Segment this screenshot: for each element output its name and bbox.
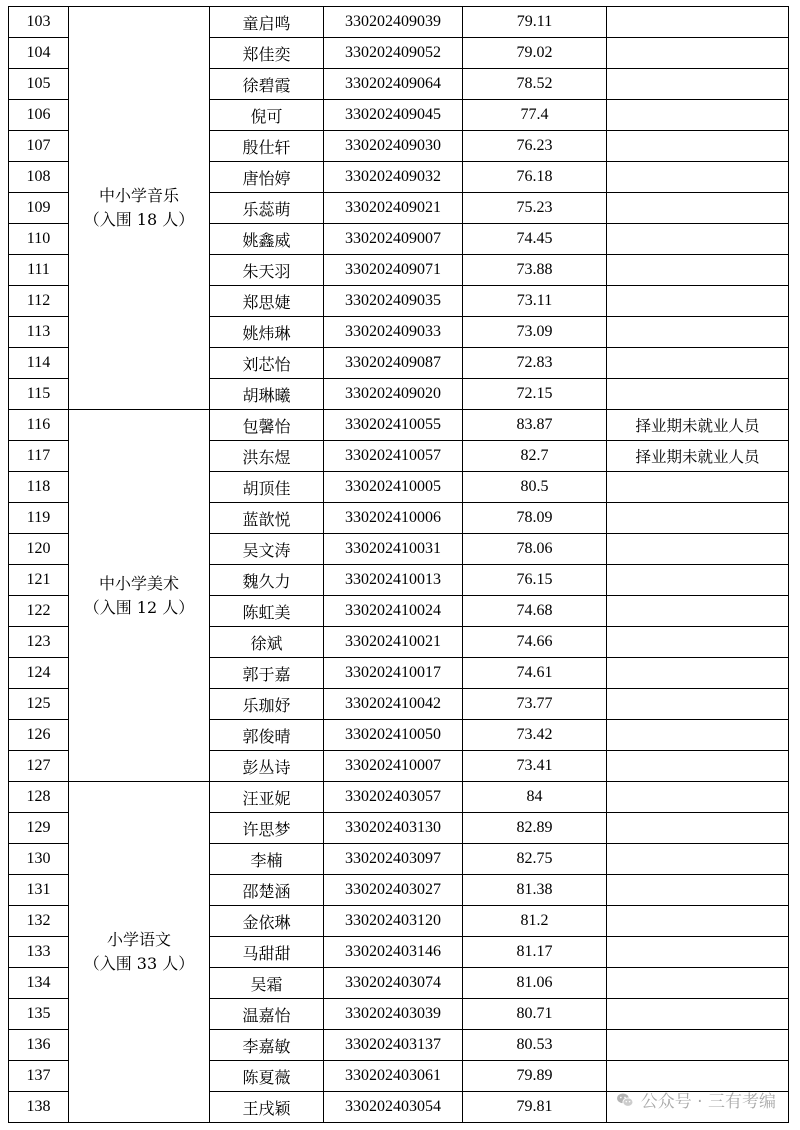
candidate-name-cell: 马甜甜 [210,937,324,968]
remark-cell [607,7,789,38]
candidate-name-cell: 彭丛诗 [210,751,324,782]
row-number-cell: 129 [9,813,69,844]
row-number-cell: 128 [9,782,69,813]
row-number-cell: 122 [9,596,69,627]
exam-id-cell: 330202403137 [324,1030,463,1061]
exam-id-cell: 330202409045 [324,100,463,131]
row-number-cell: 136 [9,1030,69,1061]
position-name: 中小学美术 [98,573,179,593]
exam-id-cell: 330202403054 [324,1092,463,1123]
exam-id-cell: 330202409071 [324,255,463,286]
score-cell: 79.02 [463,38,607,69]
position-quota: （入围 33 人） [83,954,195,973]
row-number-cell: 104 [9,38,69,69]
remark-cell [607,348,789,379]
score-cell: 84 [463,782,607,813]
remark-cell [607,937,789,968]
remark-cell [607,255,789,286]
exam-id-cell: 330202409032 [324,162,463,193]
score-cell: 72.15 [463,379,607,410]
score-cell: 79.89 [463,1061,607,1092]
candidate-name-cell: 魏久力 [210,565,324,596]
remark-cell [607,782,789,813]
position-name: 小学语文 [106,930,171,949]
candidate-name-cell: 陈夏薇 [210,1061,324,1092]
position-group-cell [69,782,210,1123]
row-number-cell: 135 [9,999,69,1030]
remark-cell [607,193,789,224]
remark-cell [607,813,789,844]
position-group-cell [69,7,210,410]
remark-cell [607,596,789,627]
remark-cell [607,1030,789,1061]
remark-cell [607,162,789,193]
exam-id-cell: 330202410005 [324,472,463,503]
score-cell: 74.45 [463,224,607,255]
candidate-name-cell: 王戌颖 [210,1092,324,1123]
row-number-cell: 138 [9,1092,69,1123]
score-cell: 72.83 [463,348,607,379]
remark-cell [607,317,789,348]
exam-id-cell: 330202410055 [324,410,463,441]
score-cell: 79.11 [463,7,607,38]
remark-cell [607,689,789,720]
remark-cell [607,69,789,100]
score-cell: 81.06 [463,968,607,999]
exam-id-cell: 330202410013 [324,565,463,596]
candidate-name-cell: 郭俊晴 [210,720,324,751]
row-number-cell: 103 [9,7,69,38]
row-number-cell: 133 [9,937,69,968]
candidate-name-cell: 温嘉怡 [210,999,324,1030]
remark-cell [607,720,789,751]
score-cell: 73.88 [463,255,607,286]
candidate-name-cell: 胡顶佳 [210,472,324,503]
exam-id-cell: 330202403120 [324,906,463,937]
row-number-cell: 126 [9,720,69,751]
exam-id-cell: 330202410050 [324,720,463,751]
remark-cell [607,472,789,503]
row-number-cell: 108 [9,162,69,193]
remark-cell [607,627,789,658]
remark-cell [607,131,789,162]
exam-id-cell: 330202409021 [324,193,463,224]
remark-cell [607,534,789,565]
exam-id-cell: 330202403097 [324,844,463,875]
row-number-cell: 124 [9,658,69,689]
candidate-name-cell: 殷仕轩 [210,131,324,162]
candidate-name-cell: 邵楚涵 [210,875,324,906]
exam-id-cell: 330202409087 [324,348,463,379]
position-quota: （入围 18 人） [83,210,195,229]
score-cell: 82.89 [463,813,607,844]
score-cell: 81.2 [463,906,607,937]
row-number-cell: 119 [9,503,69,534]
exam-id-cell: 330202409035 [324,286,463,317]
score-cell: 74.68 [463,596,607,627]
table-row [9,410,789,441]
row-number-cell: 105 [9,69,69,100]
results-table [8,6,789,1123]
candidate-name-cell: 李楠 [210,844,324,875]
row-number-cell: 117 [9,441,69,472]
exam-id-cell: 330202403027 [324,875,463,906]
position-name: 中小学音乐 [98,186,179,205]
score-cell: 81.38 [463,875,607,906]
exam-id-cell: 330202409007 [324,224,463,255]
remark-cell [607,286,789,317]
remark-cell [607,751,789,782]
row-number-cell: 121 [9,565,69,596]
row-number-cell: 120 [9,534,69,565]
candidate-name-cell: 陈虹美 [210,596,324,627]
remark-cell [607,38,789,69]
candidate-name-cell: 李嘉敏 [210,1030,324,1061]
exam-id-cell: 330202410007 [324,751,463,782]
exam-id-cell: 330202410057 [324,441,463,472]
score-cell: 81.17 [463,937,607,968]
row-number-cell: 110 [9,224,69,255]
exam-id-cell: 330202410017 [324,658,463,689]
exam-id-cell: 330202403039 [324,999,463,1030]
candidate-name-cell: 吴霜 [210,968,324,999]
score-cell: 74.61 [463,658,607,689]
exam-id-cell: 330202403061 [324,1061,463,1092]
exam-id-cell: 330202409052 [324,38,463,69]
row-number-cell: 134 [9,968,69,999]
candidate-name-cell: 洪东煜 [210,441,324,472]
score-cell: 73.77 [463,689,607,720]
row-number-cell: 113 [9,317,69,348]
remark-cell [607,658,789,689]
score-cell: 78.06 [463,534,607,565]
row-number-cell: 125 [9,689,69,720]
exam-id-cell: 330202409033 [324,317,463,348]
exam-id-cell: 330202410021 [324,627,463,658]
exam-id-cell: 330202403130 [324,813,463,844]
candidate-name-cell: 姚炜琳 [210,317,324,348]
candidate-name-cell: 郑思婕 [210,286,324,317]
row-number-cell: 131 [9,875,69,906]
exam-id-cell: 330202409039 [324,7,463,38]
candidate-name-cell: 乐珈妤 [210,689,324,720]
score-cell: 82.7 [463,441,607,472]
exam-id-cell: 330202403074 [324,968,463,999]
score-cell: 78.52 [463,69,607,100]
exam-id-cell: 330202410031 [324,534,463,565]
score-cell: 73.42 [463,720,607,751]
score-cell: 83.87 [463,410,607,441]
exam-id-cell: 330202403057 [324,782,463,813]
candidate-name-cell: 倪可 [210,100,324,131]
candidate-name-cell: 汪亚妮 [210,782,324,813]
watermark-text: 公众号 · 三有考编 [640,1092,776,1112]
remark-cell [607,968,789,999]
row-number-cell: 123 [9,627,69,658]
exam-id-cell: 330202403146 [324,937,463,968]
candidate-name-cell: 徐斌 [210,627,324,658]
score-cell: 74.66 [463,627,607,658]
row-number-cell: 106 [9,100,69,131]
score-cell: 79.81 [463,1092,607,1123]
row-number-cell: 114 [9,348,69,379]
score-cell: 76.23 [463,131,607,162]
row-number-cell: 112 [9,286,69,317]
score-cell: 73.41 [463,751,607,782]
score-cell: 80.71 [463,999,607,1030]
score-cell: 73.11 [463,286,607,317]
candidate-name-cell: 乐蕊萌 [210,193,324,224]
remark-cell [607,565,789,596]
candidate-name-cell: 刘芯怡 [210,348,324,379]
exam-id-cell: 330202409020 [324,379,463,410]
score-cell: 80.5 [463,472,607,503]
row-number-cell: 107 [9,131,69,162]
results-table-container [8,6,789,1123]
row-number-cell: 132 [9,906,69,937]
remark-cell [607,503,789,534]
row-number-cell: 109 [9,193,69,224]
table-row [9,7,789,38]
remark-cell [607,875,789,906]
candidate-name-cell: 郭于嘉 [210,658,324,689]
exam-id-cell: 330202410042 [324,689,463,720]
candidate-name-cell: 胡琳曦 [210,379,324,410]
score-cell: 76.18 [463,162,607,193]
row-number-cell: 115 [9,379,69,410]
score-cell: 75.23 [463,193,607,224]
row-number-cell: 116 [9,410,69,441]
candidate-name-cell: 唐怡婷 [210,162,324,193]
candidate-name-cell: 郑佳奕 [210,38,324,69]
candidate-name-cell: 蓝歆悦 [210,503,324,534]
remark-cell: 择业期未就业人员 [607,410,789,441]
exam-id-cell: 330202409030 [324,131,463,162]
score-cell: 73.09 [463,317,607,348]
remark-cell [607,1092,789,1123]
exam-id-cell: 330202410024 [324,596,463,627]
candidate-name-cell: 金依琳 [210,906,324,937]
position-quota: （入围 12 人） [83,597,195,617]
remark-cell: 择业期未就业人员 [607,441,789,472]
remark-cell [607,224,789,255]
remark-cell [607,999,789,1030]
remark-cell [607,906,789,937]
row-number-cell: 127 [9,751,69,782]
score-cell: 76.15 [463,565,607,596]
candidate-name-cell: 童启鸣 [210,7,324,38]
row-number-cell: 137 [9,1061,69,1092]
candidate-name-cell: 许思梦 [210,813,324,844]
remark-cell [607,1061,789,1092]
row-number-cell: 118 [9,472,69,503]
table-row [9,782,789,813]
remark-cell [607,379,789,410]
exam-id-cell: 330202409064 [324,69,463,100]
score-cell: 82.75 [463,844,607,875]
position-group-cell [69,410,210,782]
score-cell: 77.4 [463,100,607,131]
exam-id-cell: 330202410006 [324,503,463,534]
remark-cell [607,100,789,131]
candidate-name-cell: 朱天羽 [210,255,324,286]
score-cell: 80.53 [463,1030,607,1061]
remark-cell [607,844,789,875]
candidate-name-cell: 姚鑫威 [210,224,324,255]
score-cell: 78.09 [463,503,607,534]
results-table-body [9,7,789,1123]
candidate-name-cell: 徐碧霞 [210,69,324,100]
row-number-cell: 111 [9,255,69,286]
row-number-cell: 130 [9,844,69,875]
candidate-name-cell: 包馨怡 [210,410,324,441]
candidate-name-cell: 吴文涛 [210,534,324,565]
